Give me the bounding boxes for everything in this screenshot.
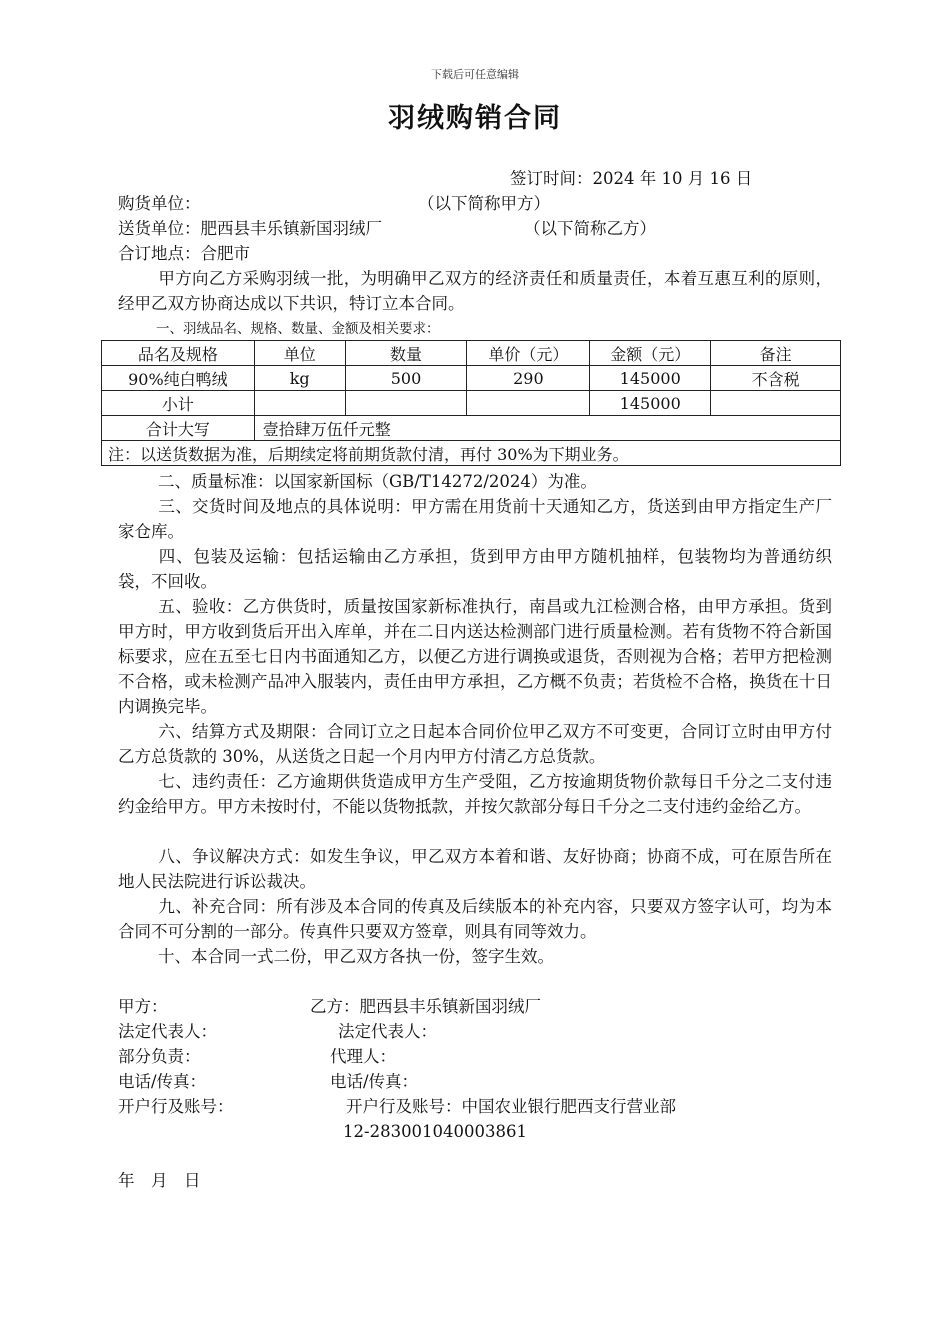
party-b-label: 乙方：肥西县丰乐镇新国羽绒厂 — [310, 997, 541, 1016]
party-a-label: 甲方： — [118, 997, 168, 1016]
header-cell: 单位 — [254, 341, 345, 366]
clause-2: 二、质量标准：以国家新国标（GB/T14272/2024）为准。 — [158, 472, 597, 491]
note-row — [102, 441, 841, 466]
header-cell: 金额（元） — [590, 341, 711, 366]
quantity-cell: 500 — [345, 366, 467, 391]
sign-date: 签订时间：2024 年 10 月 16 日 — [510, 169, 753, 188]
party-a-legal-rep: 法定代表人： — [118, 1022, 217, 1041]
clause-8: 八、争议解决方式：如发生争议，甲乙双方本着和谐、友好协商；协商不成，可在原告所在地人民法院进行诉讼裁决。 — [118, 847, 832, 891]
party-a-responsible: 部分负责： — [118, 1047, 201, 1066]
goods-table — [101, 340, 841, 466]
amount-cell: 145000 — [590, 366, 711, 391]
seller-alias: （以下简称乙方） — [524, 219, 656, 238]
remark-cell: 不含税 — [711, 366, 841, 391]
header-note: 下载后可任意编辑 — [431, 68, 519, 81]
clause-3: 三、交货时间及地点的具体说明：甲方需在用货前十天通知乙方，货送到由甲方指定生产厂家仓库。 — [118, 497, 832, 541]
total-label: 合计大写 — [102, 416, 255, 441]
table-header-row — [102, 341, 841, 366]
empty-cell — [467, 391, 590, 416]
contract-title: 羽绒购销合同 — [388, 103, 562, 134]
total-value: 壹拾肆万伍仟元整 — [254, 416, 840, 441]
table-note: 注：以送货数据为准，后期续定将前期货款付清，再付 30%为下期业务。 — [102, 441, 841, 466]
buyer-alias: （以下简称甲方） — [418, 194, 550, 213]
party-b-bank: 开户行及账号：中国农业银行肥西支行营业部 — [346, 1097, 676, 1116]
empty-cell — [254, 391, 345, 416]
party-b-agent: 代理人： — [330, 1047, 396, 1066]
price-cell: 290 — [467, 366, 590, 391]
clause-4: 四、包装及运输：包括运输由乙方承担，货到甲方由甲方随机抽样，包装物均为普通纺织袋，不回收。 — [118, 547, 832, 591]
date-line: 年 月 日 — [118, 1171, 201, 1190]
section-1-title: 一、羽绒品名、规格、数量、金额及相关要求： — [156, 321, 440, 337]
clause-10: 十、本合同一式二份，甲乙双方各执一份，签字生效。 — [158, 947, 554, 966]
seller-line: 送货单位：肥西县丰乐镇新国羽绒厂 — [118, 219, 382, 238]
clause-5: 五、验收：乙方供货时，质量按国家新标准执行，南昌或九江检测合格，由甲方承担。货到甲方时，甲方收到货后开出入库单，并在二日内送达检测部门进行质量检测。若有货物不符合新国标要求，应在五至七日内书面通知乙方，以便乙方进行调换或退货，否则视为合格；若甲方把检测不合格，或未检测产品冲入服装内，责任由甲方承担，乙方概不负责；若货检不合格，换货在十日内调换完毕。 — [118, 597, 832, 716]
party-a-bank: 开户行及账号： — [118, 1097, 234, 1116]
subtotal-row — [102, 391, 841, 416]
total-row — [102, 416, 841, 441]
clause-6: 六、结算方式及期限：合同订立之日起本合同价位甲乙双方不可变更，合同订立时由甲方付乙方总货款的 30%，从送货之日起一个月内甲方付清乙方总货款。 — [118, 722, 832, 766]
empty-cell — [711, 391, 841, 416]
header-cell: 数量 — [345, 341, 467, 366]
table-row — [102, 366, 841, 391]
clause-7: 七、违约责任：乙方逾期供货造成甲方生产受阻，乙方按逾期货物价款每日千分之二支付违约金给甲方。甲方未按时付，不能以货物抵款，并按欠款部分每日千分之二支付违约金给乙方。 — [118, 772, 832, 816]
product-cell: 90%纯白鸭绒 — [102, 366, 255, 391]
unit-cell: kg — [254, 366, 345, 391]
party-b-account-number: 12-283001040003861 — [343, 1122, 528, 1141]
place-line: 合订地点：合肥市 — [118, 244, 250, 263]
header-cell: 品名及规格 — [102, 341, 255, 366]
party-b-legal-rep: 法定代表人： — [338, 1022, 437, 1041]
intro-paragraph: 甲方向乙方采购羽绒一批，为明确甲乙双方的经济责任和质量责任，本着互惠互利的原则，经甲乙双方协商达成以下共识，特订立本合同。 — [118, 269, 832, 313]
subtotal-label: 小计 — [102, 391, 255, 416]
clause-9: 九、补充合同：所有涉及本合同的传真及后续版本的补充内容，只要双方签字认可，均为本合同不可分割的一部分。传真件只要双方签章，则具有同等效力。 — [118, 897, 832, 941]
subtotal-amount: 145000 — [590, 391, 711, 416]
header-cell: 备注 — [711, 341, 841, 366]
header-cell: 单价（元） — [467, 341, 590, 366]
party-b-phone: 电话/传真： — [330, 1072, 419, 1091]
buyer-line: 购货单位： — [118, 194, 201, 213]
empty-cell — [345, 391, 467, 416]
party-a-phone: 电话/传真： — [118, 1072, 207, 1091]
